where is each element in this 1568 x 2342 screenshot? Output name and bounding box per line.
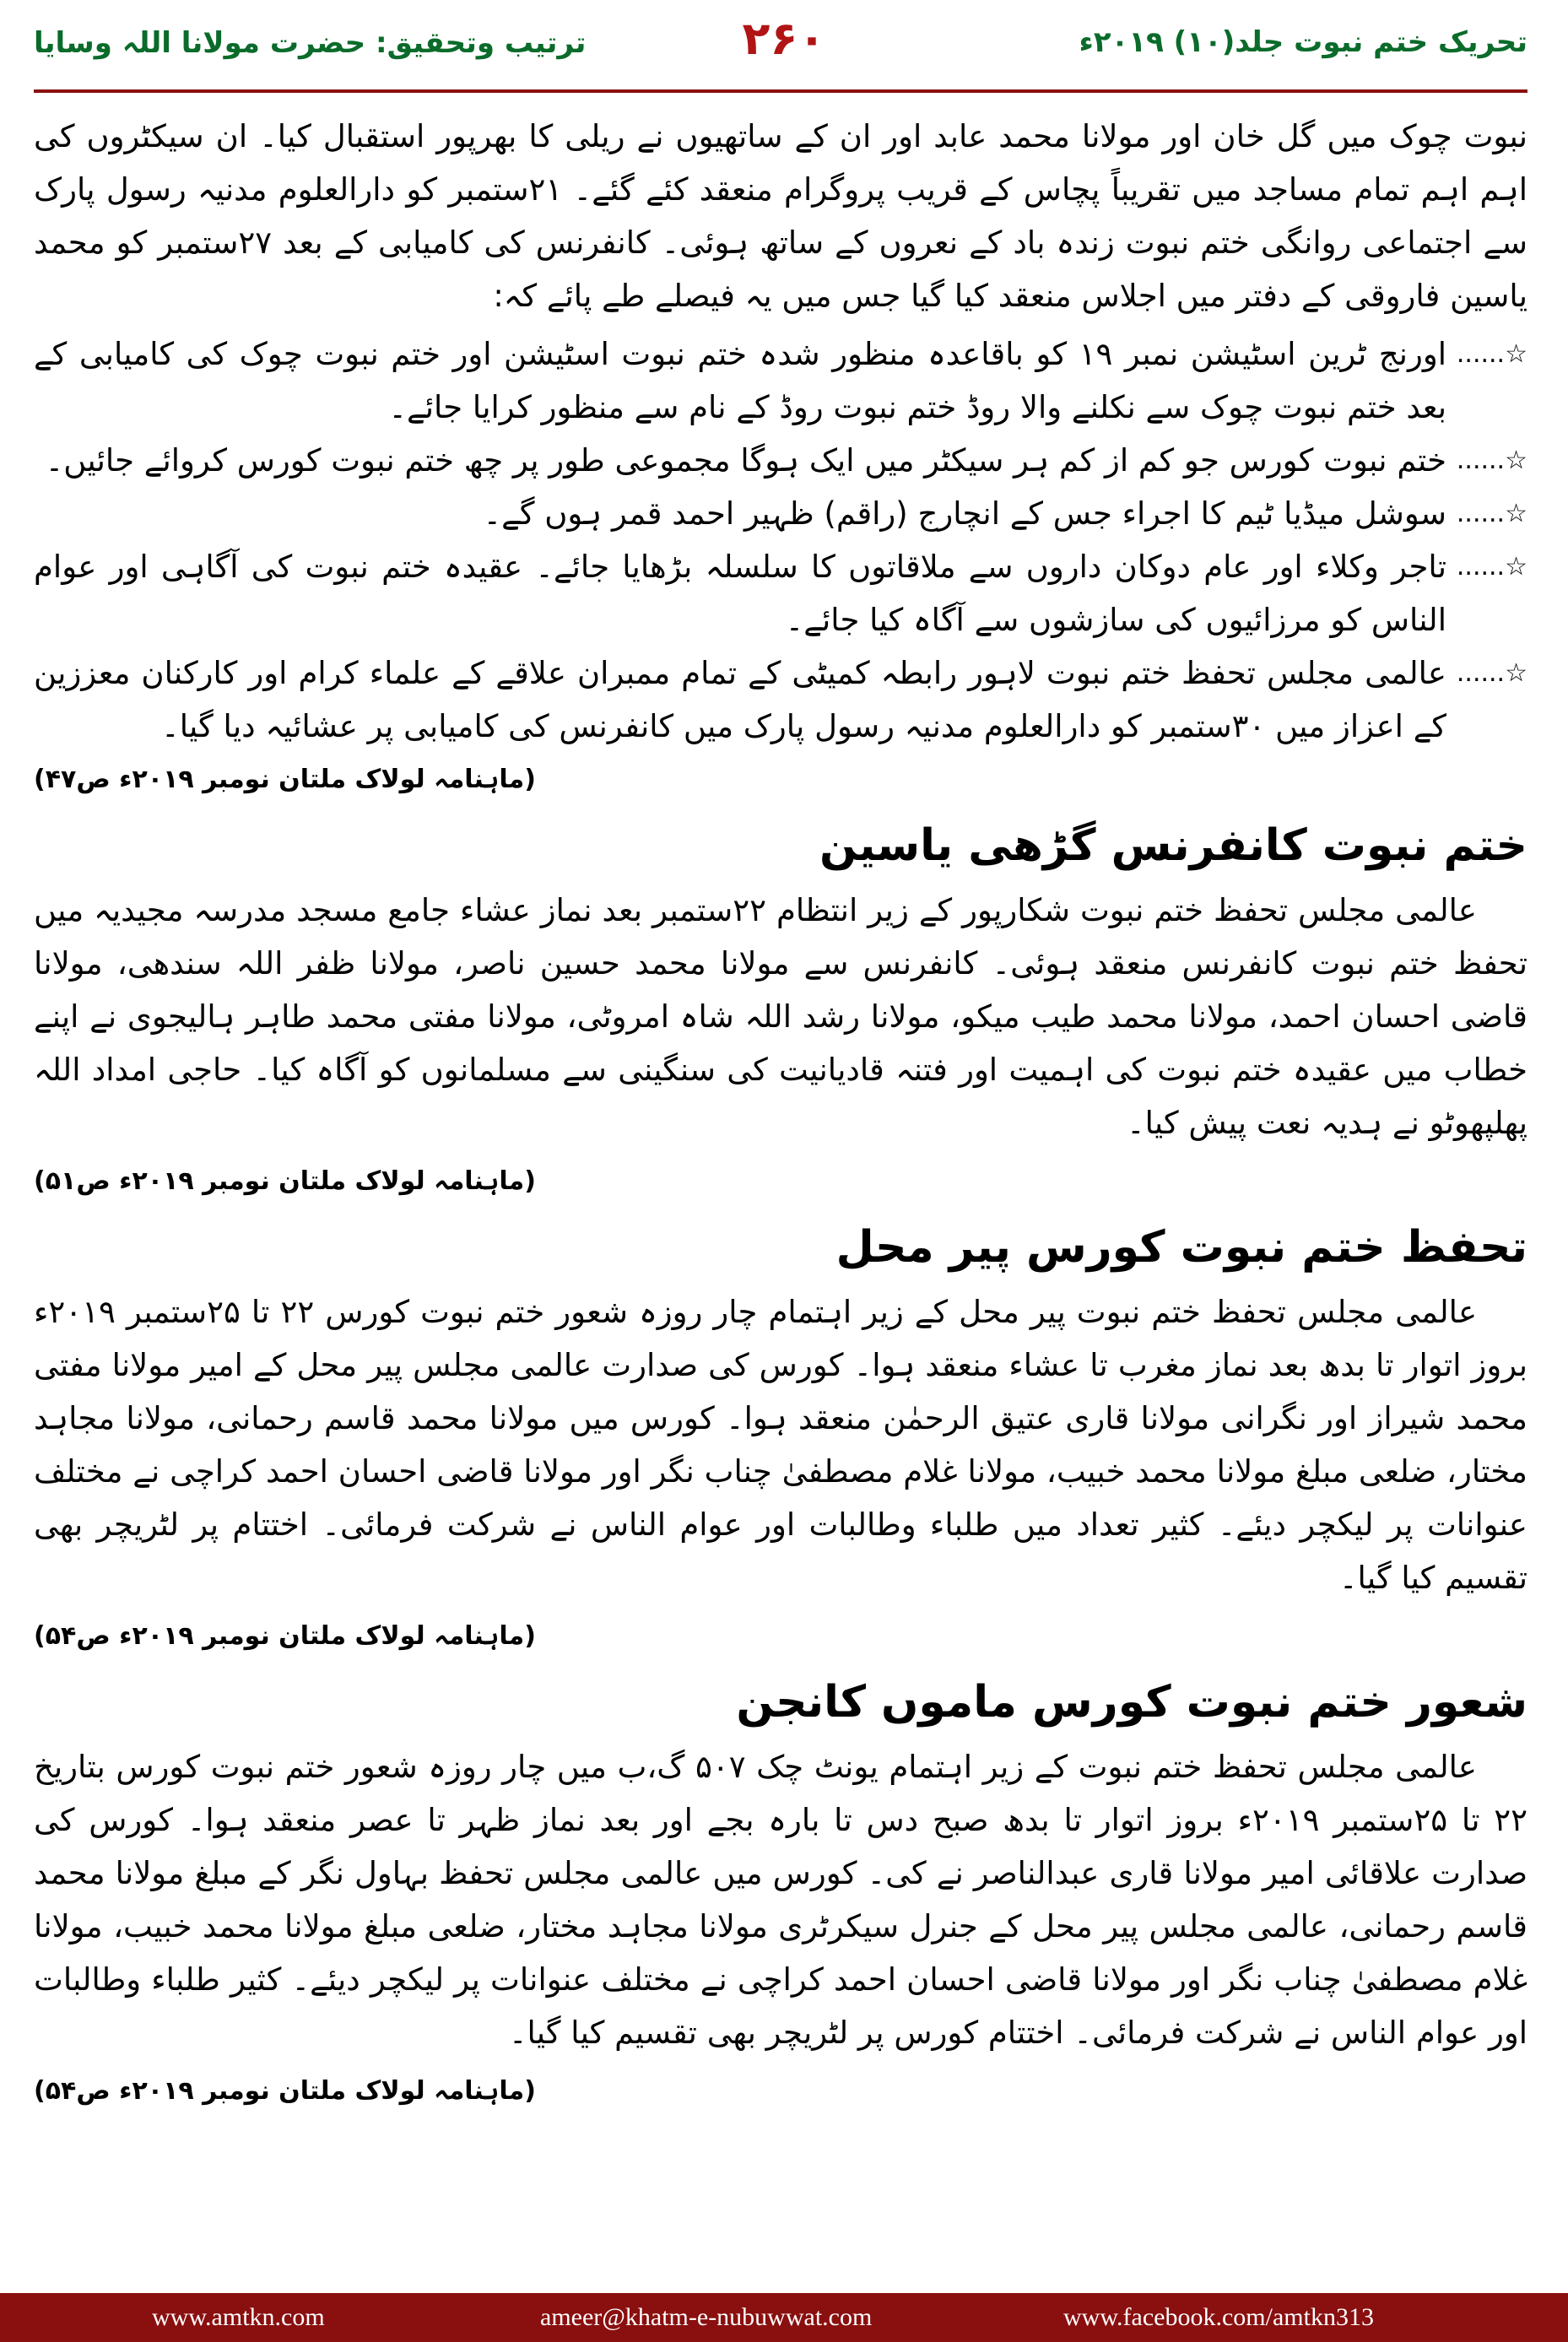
star-bullet-icon: ☆...... xyxy=(1456,446,1527,475)
section3-body: عالمی مجلس تحفظ ختم نبوت پیر محل کے زیر اہتمام چار روزہ شعور ختم نبوت کورس ۲۲ تا ۲۵ستمبر ۲۰۱۹ء بروز اتوار تا بدھ بعد نماز مغرب تا عشاء منعقد ہوا۔ کورس کی صدارت عالمی مجلس پیر محل کے امیر مولانا مفتی محمد شیراز اور نگرانی مولانا قاری عتیق الرحمٰن منعقد ہوا۔ کورس میں مولانا محمد قاسم رحمانی، مولانا مجاہد مختار، ضلعی مبلغ مولانا محمد خبیب، مولانا غلام مصطفیٰ چناب نگر اور مولانا قاضی احسان احمد کراچی نے مختلف عنوانات پر لیکچر دیئے۔ کثیر تعداد میں طلباء وطالبات اور عوام الناس نے شرکت فرمائی۔ اختتام پر لٹریچر بھی تقسیم کیا گیا۔ xyxy=(34,1294,1527,1596)
list-item-text: سوشل میڈیا ٹیم کا اجراء جس کے انچارج (راقم) ظہیر احمد قمر ہوں گے۔ xyxy=(483,495,1446,532)
list-item-text: عالمی مجلس تحفظ ختم نبوت لاہور رابطہ کمیٹی کے تمام ممبران علاقے کے علماء کرام اور کارکنان معززین کے اعزاز میں ۳۰ستمبر کو دارالعلوم مدنیہ رسول پارک میں کانفرنس کی کامیابی پر عشائیہ دیا گیا۔ xyxy=(34,655,1446,744)
section1-source: (ماہنامہ لولاک ملتان نومبر ۲۰۱۹ء ص۴۷) xyxy=(34,765,536,794)
source-row xyxy=(34,2064,1527,2118)
page-footer xyxy=(0,2293,1568,2342)
star-bullet-icon: ☆...... xyxy=(1456,499,1527,528)
list-item xyxy=(34,434,1527,487)
source-row xyxy=(34,1609,1527,1663)
section2-heading: ختم نبوت کانفرنس گڑھی یاسین xyxy=(819,820,1527,871)
list-item xyxy=(34,327,1527,434)
section4-source: (ماہنامہ لولاک ملتان نومبر ۲۰۱۹ء ص۵۴) xyxy=(34,2076,536,2106)
list-item xyxy=(34,646,1527,753)
header-divider xyxy=(34,89,1527,93)
page-content xyxy=(34,110,1527,2118)
page-header xyxy=(0,0,1568,76)
source-row xyxy=(34,1155,1527,1208)
email-link[interactable]: ameer@khatm-e-nubuwwat.com xyxy=(540,2303,873,2331)
star-bullet-icon: ☆...... xyxy=(1456,339,1527,369)
compiler-credit: ترتیب وتحقیق: حضرت مولانا اللہ وسایا xyxy=(34,26,587,60)
list-item-text: ختم نبوت کورس جو کم از کم ہر سیکٹر میں ایک ہوگا مجموعی طور پر چھ ختم نبوت کورس کروائے جائیں۔ xyxy=(45,442,1446,479)
list-item xyxy=(34,487,1527,540)
section3-heading: تحفظ ختم نبوت کورس پیر محل xyxy=(835,1222,1527,1273)
section2-source: (ماہنامہ لولاک ملتان نومبر ۲۰۱۹ء ص۵۱) xyxy=(34,1166,536,1196)
list-item-text: تاجر وکلاء اور عام دوکان داروں سے ملاقاتوں کا سلسلہ بڑھایا جائے۔ عقیدہ ختم نبوت کی آگاہی اور عوام الناس کو مرزائیوں کی سازشوں سے آگاہ کیا جائے۔ xyxy=(34,549,1446,638)
page-number: ۲۶۰ xyxy=(742,12,826,65)
source-row xyxy=(34,753,1527,806)
star-bullet-icon: ☆...... xyxy=(1456,658,1527,688)
section4-body: عالمی مجلس تحفظ ختم نبوت کے زیر اہتمام یونٹ چک ۵۰۷ گ،ب میں چار روزہ شعور ختم نبوت کورس بتاریخ ۲۲ تا ۲۵ستمبر ۲۰۱۹ء بروز اتوار تا بدھ صبح دس تا بارہ بجے اور بعد نماز ظہر تا عصر منعقد ہوا۔ کورس کی صدارت علاقائی امیر مولانا قاری عبدالناصر نے کی۔ کورس میں عالمی مجلس تحفظ بہاول نگر کے مبلغ مولانا محمد قاسم رحمانی، عالمی مجلس پیر محل کے جنرل سیکرٹری مولانا مجاہد مختار، ضلعی مبلغ مولانا محمد خبیب، مولانا غلام مصطفیٰ چناب نگر اور مولانا قاضی احسان احمد کراچی نے مختلف عنوانات پر لیکچر دیئے۔ کثیر طلباء وطالبات اور عوام الناس نے شرکت فرمائی۔ اختتام کورس پر لٹریچر بھی تقسیم کیا گیا۔ xyxy=(34,1749,1528,2051)
website-link[interactable]: www.amtkn.com xyxy=(152,2303,325,2331)
section2-body: عالمی مجلس تحفظ ختم نبوت شکارپور کے زیر انتظام ۲۲ستمبر بعد نماز عشاء جامع مسجد مدرسہ مجیدیہ میں تحفظ ختم نبوت کانفرنس منعقد ہوئی۔ کانفرنس سے مولانا محمد حسین ناصر، مولانا ظفر اللہ سندھی، مولانا قاضی احسان احمد، مولانا محمد طیب میکو، مولانا رشد اللہ شاہ امروٹی، مولانا مفتی محمد طاہر ہالیجوی نے اپنے خطاب میں عقیدہ ختم نبوت کی اہمیت اور فتنہ قادیانیت کی سنگینی سے مسلمانوں کو آگاہ کیا۔ حاجی امداد اللہ پھلپھوٹو نے ہدیہ نعت پیش کیا۔ xyxy=(34,892,1527,1141)
decisions-list xyxy=(34,327,1527,753)
list-item xyxy=(34,540,1527,646)
facebook-link[interactable]: www.facebook.com/amtkn313 xyxy=(1063,2303,1374,2331)
book-title: تحریک ختم نبوت جلد(۱۰) ۲۰۱۹ء xyxy=(1079,25,1527,59)
section4-heading: شعور ختم نبوت کورس ماموں کانجن xyxy=(736,1677,1527,1728)
section3-source: (ماہنامہ لولاک ملتان نومبر ۲۰۱۹ء ص۵۴) xyxy=(34,1621,536,1651)
section1-intro: نبوت چوک میں گل خان اور مولانا محمد عابد اور ان کے ساتھیوں نے ریلی کا بھرپور استقبال کیا۔ ان سیکٹروں کی اہم اہم تمام مساجد میں تقریباً پچاس کے قریب پروگرام منعقد کئے گئے۔ ۲۱ستمبر کو دارالعلوم مدنیہ رسول پارک سے اجتماعی روانگی ختم نبوت زندہ باد کے نعروں کے ساتھ ہوئی۔ کانفرنس کی کامیابی کے بعد ۲۷ستمبر کو محمد یاسین فاروقی کے دفتر میں اجلاس منعقد کیا گیا جس میں یہ فیصلے طے پائے کہ: xyxy=(34,118,1527,314)
list-item-text: اورنج ٹرین اسٹیشن نمبر ۱۹ کو باقاعدہ منظور شدہ ختم نبوت اسٹیشن اور ختم نبوت چوک کی کامیابی کے بعد ختم نبوت چوک سے نکلنے والا روڈ ختم نبوت روڈ کے نام سے منظور کرایا جائے۔ xyxy=(34,336,1446,425)
star-bullet-icon: ☆...... xyxy=(1456,552,1527,581)
